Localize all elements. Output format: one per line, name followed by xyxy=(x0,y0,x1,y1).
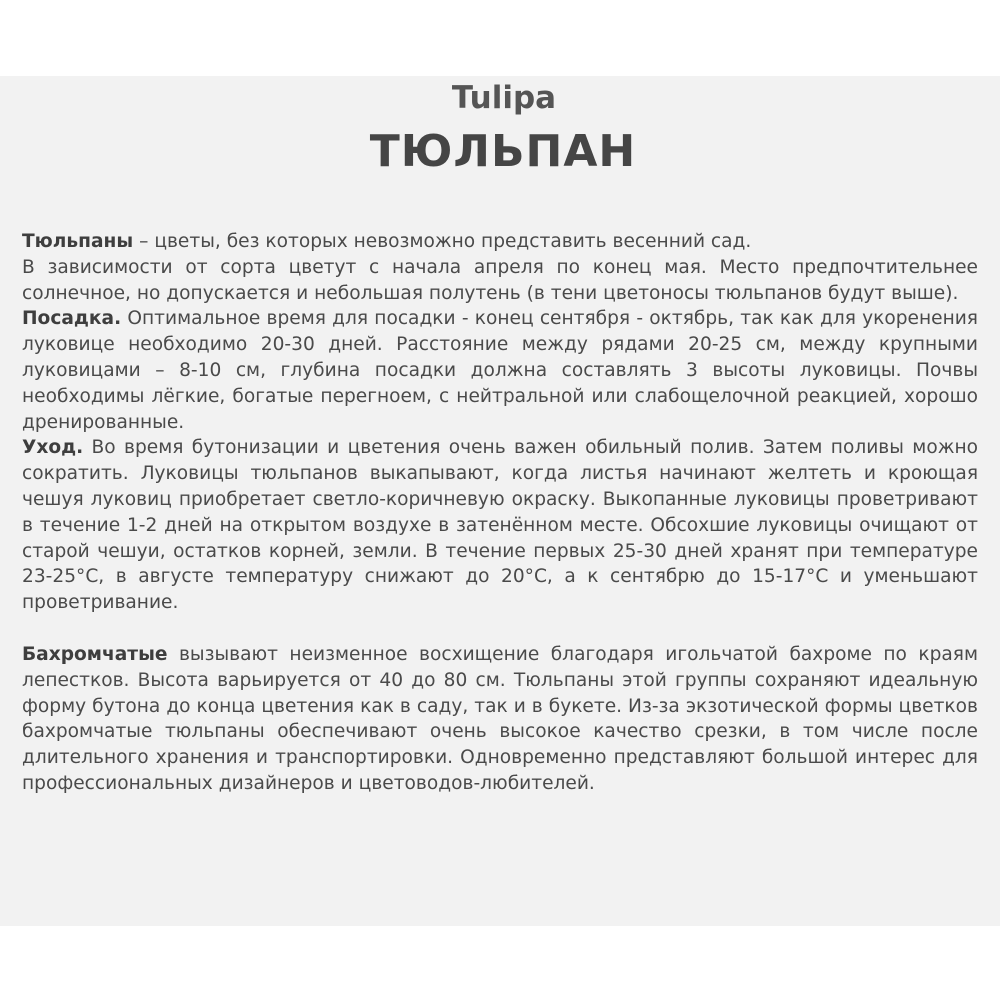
latin-name: Tulipa xyxy=(451,80,557,116)
paragraph-intro xyxy=(22,229,978,255)
paragraph-text: – цветы, без которых невозможно представить весенний сад. xyxy=(133,231,752,252)
paragraph-bloom xyxy=(22,255,978,307)
paragraph-lead: Посадка. xyxy=(22,308,122,330)
seed-packet-back xyxy=(0,76,1000,926)
paragraph-lead: Уход. xyxy=(22,437,84,459)
paragraph-text: Оптимальное время для посадки - конец сентября - октябрь, так как для укоренения луковице необходимо 20-30 дней. Расстояние между рядами 20-25 см, между крупными луковицами – 8-10 см, глубина посадки должна составлять 3 высоты луковицы. Почвы необходимы лёгкие, богатые перегноем, с нейтральной или слабощелочной реакцией, хорошо дренированные. xyxy=(22,308,978,433)
paragraph-lead: Бахромчатые xyxy=(22,643,168,665)
paragraph-text: В зависимости от сорта цветут с начала апреля по конец мая. Место предпочтительнее солнечное, но допускается и небольшая полутень (в тени цветоносы тюльпанов будут выше). xyxy=(22,256,978,304)
paragraph-care xyxy=(22,435,978,616)
paragraph-text: Во время бутонизации и цветения очень важен обильный полив. Затем поливы можно сократить. Луковицы тюльпанов выкапывают, когда листья начинают желтеть и кроющая чешуя луковиц приобретает светло-коричневую окраску. Выкопанные луковицы проветривают в течение 1-2 дней на открытом воздухе в затенённом месте. Обсохшие луковицы очищают от старой чешуи, остатков корней, земли. В течение первых 25-30 дней хранят при температуре 23-25°С, в августе температуру снижают до 20°С, а к сентябрю до 15-17°С и уменьшают проветривание. xyxy=(22,437,978,614)
paragraph-text: вызывают неизменное восхищение благодаря игольчатой бахроме по краям лепестков. Высота варьируется от 40 до 80 см. Тюльпаны этой группы сохраняют идеальную форму бутона до конца цветения как в саду, так и в букете. Из-за экзотической формы цветков бахромчатые тюльпаны обеспечивают очень высокое качество срезки, в том числе после длительного хранения и транспортировки. Одновременно представляют большой интерес для профессиональных дизайнеров и цветоводов-любителей. xyxy=(22,643,978,794)
description-body xyxy=(22,229,978,797)
paragraph-lead: Тюльпаны xyxy=(22,231,134,252)
page-title: ТЮЛЬПАН xyxy=(369,126,637,177)
paragraph-planting xyxy=(22,306,978,435)
paragraph-fringed xyxy=(22,642,978,797)
